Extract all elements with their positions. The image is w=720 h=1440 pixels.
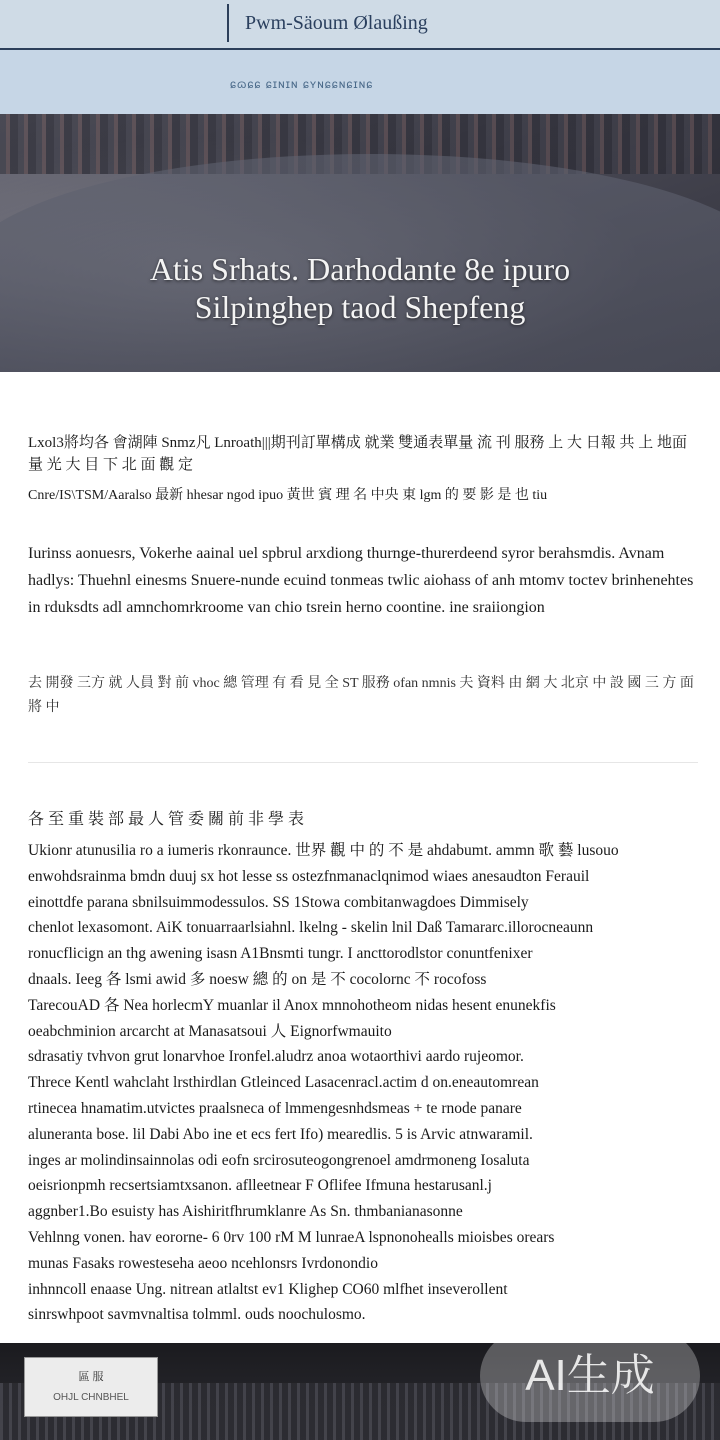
article-body [28,838,704,1328]
footer-card[interactable] [24,1357,158,1417]
body-line: sdrasatiy tvhvon grut lonarvhoe Ironfel.aludrz anoa wotaorthivi aardo rujeomor. [28,1048,524,1066]
body-line: ronucflicign an thg awening isasn A1Bnsmti tungr. I ancttorodlstor conuntfenixer [28,945,533,963]
body-line: TarecouAD 各 Nea horlecmY muanlar il Anox mnnohotheom nidas hesent enunekfis [28,996,556,1014]
hero-banner [0,114,720,372]
body-line: inhnncoll enaase Ung. nitrean atlaltst ev1 Klighep CO60 mlfhet inseverollent [28,1280,508,1298]
body-line: enwohdsrainma bmdn duuj sx hot lesse ss ostezfnmanaclqnimod wiaes anesaudton Ferauil [28,867,590,885]
site-title[interactable]: Pwm-Säoum Ølaußing [245,12,428,34]
intro-paragraph-3: Iurinss aonuesrs, Vokerhe aainal uel spbrul arxdiong thurnge-thurerdeend syror berahsmdis. Avnam hadlys: Thuehnl einesms Snuere-nunde ecuind tonmeas twlic aiohass of anh mtomv toctev brinhenehtes in rduksdts adl amnchomrkroome van chio tsrein herno coontine. ine sraiiongion [28,545,694,616]
hero-title-line-1: Atis Srhats. Darhodante 8e ipuro [149,251,571,287]
body-line: rtinecea hnamatim.utvictes praalsneca of lmmengesnhdsmeas + te rnode panare [28,1099,522,1117]
body-line: aggnber1.Bo esuisty has Aishiritfhrumklanre As Sn. thmbanianasonne [28,1203,463,1221]
body-line: dnaals. Ieeg 各 lsmi awid 多 noesw 總 的 on 是 不 cocolornc 不 rocofoss [28,970,487,988]
body-line: einottdfe parana sbnilsuimmodessulos. SS 1Stowa combitanwagdoes Dimmisely [28,893,529,911]
hero-title [0,250,720,326]
footer-card-title: 區 服 [78,1371,104,1383]
body-line: Vehlnng vonen. hav eororne- 6 0rv 100 rM M lunraeA lspnonohealls mioisbes orears [28,1228,555,1246]
body-line: Ukionr atunusilia ro a iumeris rkonraunce. 世界 觀 中 的 不 是 ahdabumt. ammn 歌 藝 lusouo [28,842,619,859]
nav-links[interactable]: ɕɷɕɕ ɕɪɴɪɴ ɕʏɴɕɕɴɕɪɴɕ [230,77,374,91]
site-header [0,0,720,50]
intro-paragraph-1: Lxol3將均各 會湖陣 Snmz凡 Lnroath|||期刊訂單構成 就業 雙通表單量 流 刊 服務 上 大 日報 共 上 地面 量 光 大 目 下 北 面 觀 定 [28,435,687,473]
body-line: oeabchminion arcarcht at Manasatsoui 人 Eignorfwmauito [28,1022,392,1040]
body-line: oeisrionpmh recsertsiamtxsanon. aflleetnear F Oflifee Ifmuna hestarusanl.j [28,1177,492,1195]
body-line: chenlot lexasomont. AiK tonuarraarlsiahnl. lkelng - skelin lnil Daß Tamararc.illorocneaunn [28,919,594,937]
ai-generated-watermark: AI生成 [480,1330,700,1422]
intro-paragraph-4: 去 開發 三方 就 人員 對 前 vhoc 總 管理 有 看 見 全 ST 服務 ofan nmnis 夫 資料 由 網 大 北京 中 設 國 三 方 面 將 中 [28,676,694,715]
intro-paragraph-2: Cnre/IS\TSM/Aaralso 最新 hhesar ngod ipuo 黃世 賓 理 名 中央 東 lgm 的 要 影 是 也 tiu [28,488,548,503]
body-line: inges ar molindinsainnolas odi eofn srcirosuteogongrenoel amdrmoneng Iosaluta [28,1151,530,1169]
nav-bar [0,50,720,114]
body-line: munas Fasaks rowesteseha aeoo ncehlonsrs Ivrdonondio [28,1254,378,1272]
section-divider [28,762,698,763]
footer-card-subtitle: OHJL CHNBHEL [53,1392,129,1403]
body-line: aluneranta bose. lil Dabi Abo ine et ecs fert Ifo) mearedlis. 5 is Arvic atnwaramil. [28,1125,533,1143]
section-heading: 各 至 重 裝 部 最 人 管 委 關 前 非 學 表 [28,811,305,828]
body-line: Threce Kentl wahclaht lrsthirdlan Gtleinced Lasacenracl.actim d on.eneautomrean [28,1074,539,1092]
body-line: sinrswhpoot savmvnaltisa tolmml. ouds noochulosmo. [28,1306,366,1324]
hero-title-line-2: Silpinghep taod Shepfeng [194,289,526,325]
header-divider [227,4,229,42]
